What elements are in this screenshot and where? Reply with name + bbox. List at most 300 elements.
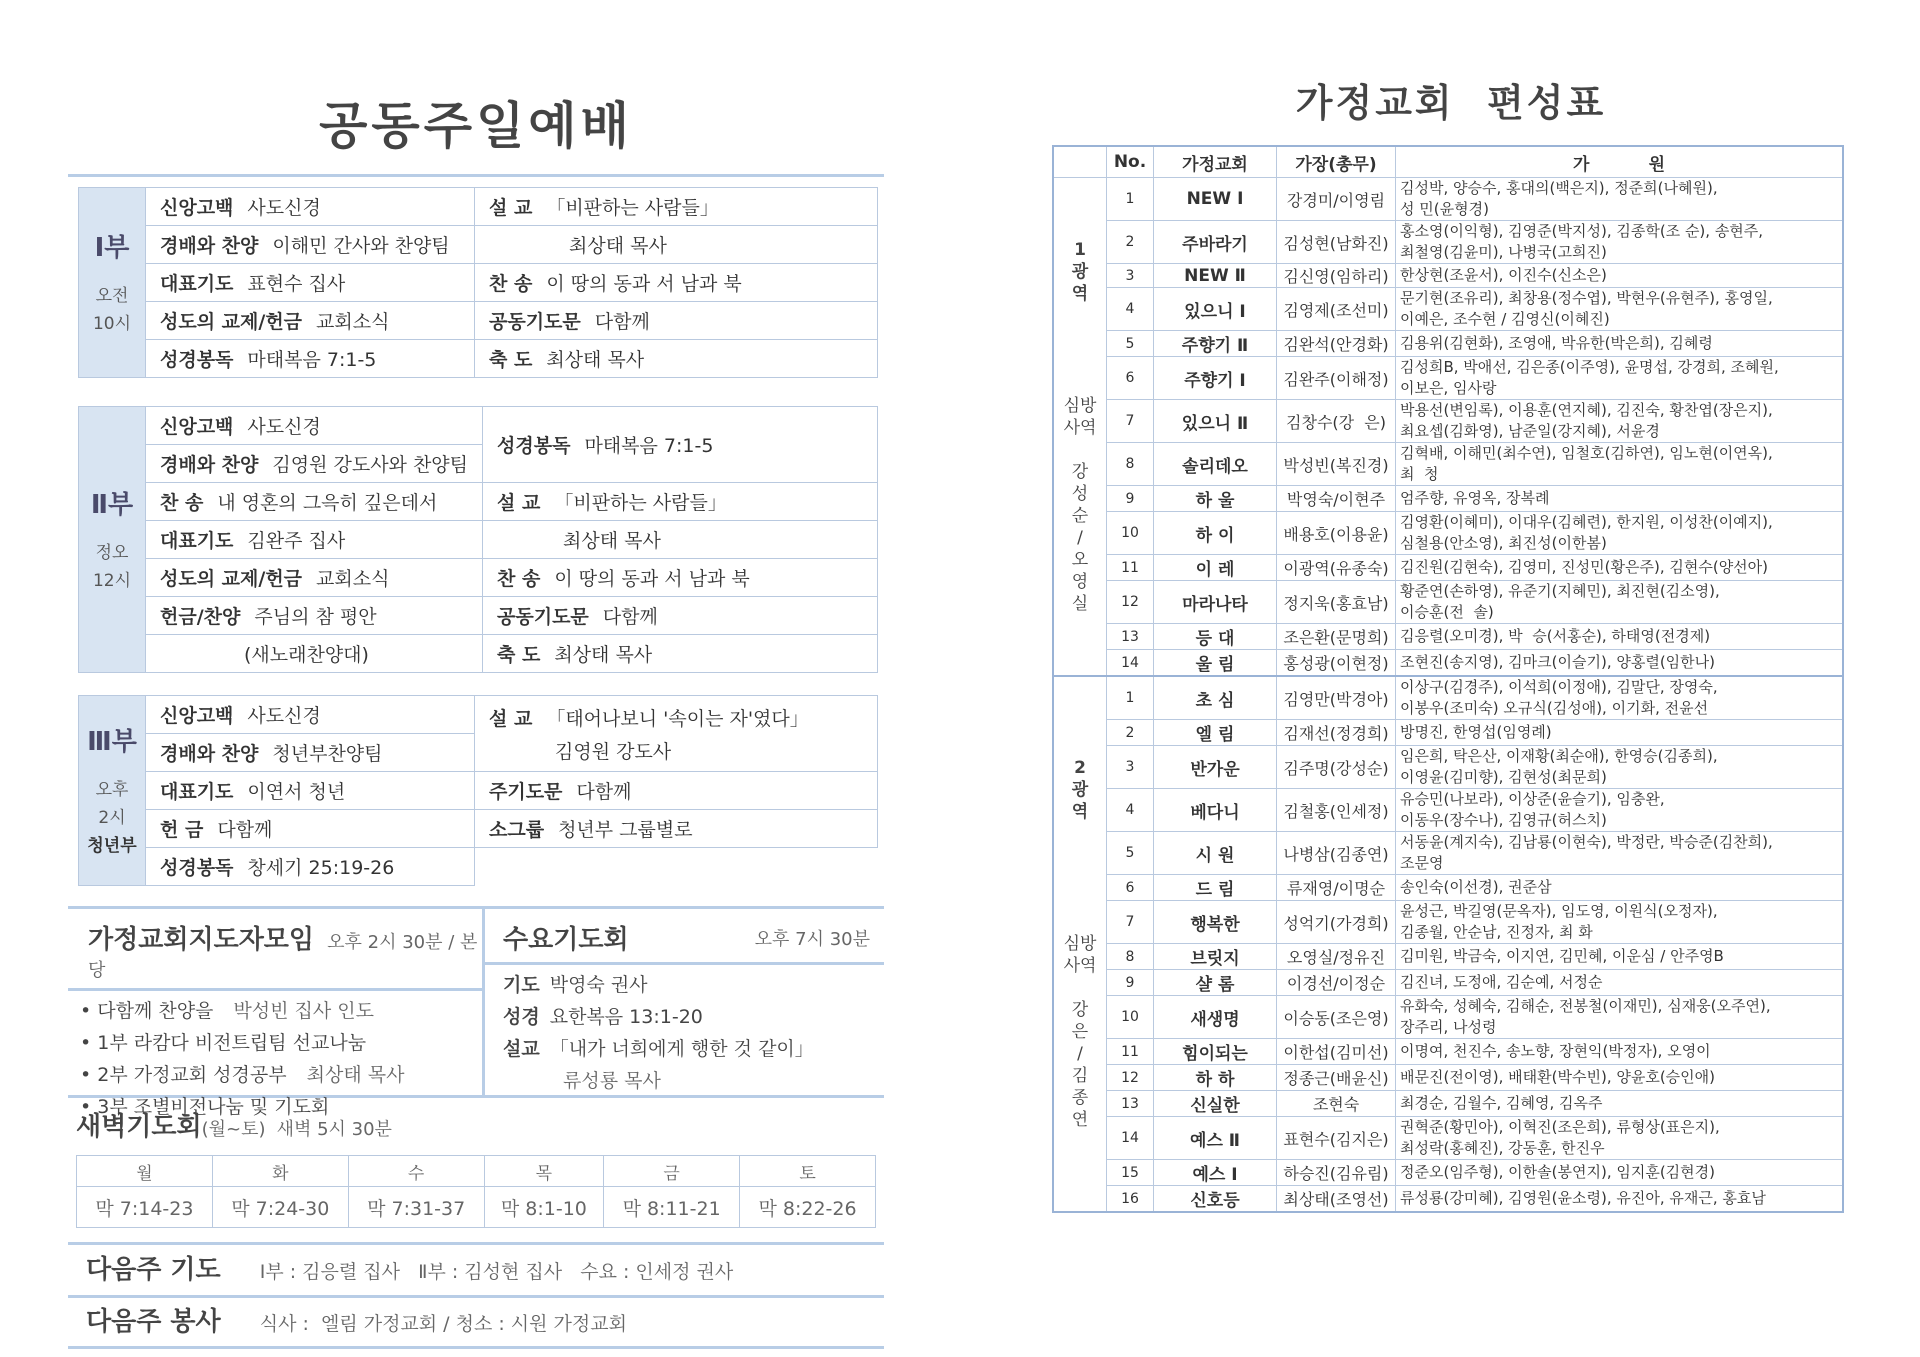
item-label: 성도의 교제/헌금 [160, 568, 303, 590]
leader-item [80, 1059, 482, 1091]
church-members [1396, 178, 1844, 221]
house-church-row [1053, 1117, 1843, 1160]
church-name: 주바라기 [1154, 221, 1277, 264]
next-service-text: 식사 : 엘림 가정교회 / 청소 : 시원 가정교회 [259, 1313, 627, 1335]
region-area [1058, 395, 1102, 615]
church-members [1396, 996, 1844, 1039]
next-service-title: 다음주 봉사 [86, 1307, 221, 1337]
item-label: 공동기도문 [489, 311, 581, 333]
item-value: 내 영혼의 그윽히 깊은데서 [217, 492, 438, 514]
region-name-char: 2 [1074, 758, 1086, 778]
church-members [1396, 221, 1844, 264]
service-row [79, 848, 878, 886]
service-row [79, 521, 878, 559]
church-head: 김주명(강성순) [1277, 746, 1396, 789]
house-church-row [1053, 486, 1843, 512]
row-no: 2 [1107, 221, 1154, 264]
service-left-cell [146, 848, 475, 886]
item-value: 사도신경 [247, 416, 321, 438]
item-label: 신앙고백 [160, 197, 234, 219]
item-value: 김완주 집사 [247, 530, 346, 552]
left-page [68, 60, 884, 1349]
member-line: 박용선(변임록), 이용훈(연지혜), 김진숙, 황찬엽(장은지), [1400, 401, 1773, 419]
dawn-day: 화 [212, 1156, 348, 1187]
item-label: 축 도 [497, 644, 541, 666]
row-no: 5 [1107, 331, 1154, 357]
region-area-line: 강 [1071, 1000, 1089, 1020]
member-line: 김용위(김현화), 조영애, 박유한(박은희), 김혜령 [1400, 334, 1713, 352]
house-church-row [1053, 875, 1843, 901]
house-church-row [1053, 443, 1843, 486]
row-no: 4 [1107, 789, 1154, 832]
dawn-day: 토 [740, 1156, 876, 1187]
service-right-cell [475, 264, 878, 302]
service-group: 청년부 [87, 836, 137, 856]
item-value: 다함께 [594, 311, 650, 333]
region-area-line [1058, 977, 1102, 999]
leaders-section [68, 909, 485, 1118]
item-value: 최상태 목사 [569, 235, 667, 257]
region-area-line: 종 [1071, 1088, 1089, 1108]
worship-title: 공동주일예배 [319, 97, 633, 155]
header-region [1053, 146, 1107, 178]
church-head: 박영숙/이현주 [1277, 486, 1396, 512]
leader-item [80, 1091, 482, 1123]
service-left-cell [146, 226, 475, 264]
row-no: 9 [1107, 970, 1154, 996]
church-head: 조현숙 [1277, 1091, 1396, 1117]
wednesday-item-label: 기도 [503, 974, 540, 996]
service-part-cell [79, 188, 146, 378]
member-line: 엄주향, 유영옥, 장복례 [1400, 489, 1550, 507]
member-line: 김미원, 박금숙, 이지연, 김민혜, 이운심 / 안주영B [1400, 947, 1724, 965]
member-line: 최요셉(김화영), 남준일(강지혜), 서윤경 [1400, 422, 1660, 440]
service-time: 정오 [95, 543, 129, 563]
service-right-cell [483, 483, 878, 521]
church-members [1396, 970, 1844, 996]
house-church-row [1053, 650, 1843, 677]
service-row [79, 483, 878, 521]
item-label: 소그룹 [489, 819, 545, 841]
church-name: 시 원 [1154, 832, 1277, 875]
region-name [1058, 757, 1102, 823]
dawn-day: 금 [604, 1156, 740, 1187]
service-right-cell [483, 521, 878, 559]
dawn-verse: 막 8:22-26 [740, 1187, 876, 1228]
house-church-row [1053, 832, 1843, 875]
item-value: 마태복음 7:1-5 [584, 435, 714, 457]
next-prayer-title: 다음주 기도 [86, 1255, 221, 1285]
service-part-name: Ⅲ부 [87, 727, 137, 757]
house-church-row [1053, 581, 1843, 624]
row-no: 2 [1107, 720, 1154, 746]
church-head: 김완석(안경화) [1277, 331, 1396, 357]
service3-table [78, 695, 878, 886]
house-church-row [1053, 676, 1843, 720]
church-head: 정종근(배윤신) [1277, 1065, 1396, 1091]
item-value: 최상태 목사 [563, 530, 661, 552]
service1-table [78, 187, 878, 378]
house-church-row [1053, 178, 1843, 221]
row-no: 13 [1107, 1091, 1154, 1117]
item-label: 대표기도 [160, 781, 234, 803]
service-part-name: Ⅰ부 [94, 233, 130, 263]
row-no: 15 [1107, 1160, 1154, 1186]
member-line: 김응렬(오미경), 박 승(서홍순), 하태영(전경제) [1400, 627, 1711, 645]
header-church: 가정교회 [1154, 146, 1277, 178]
service-row [79, 772, 878, 810]
dawn-table [76, 1155, 876, 1228]
service-left-cell [146, 340, 475, 378]
member-line: 정준오(임주형), 이한솔(봉연지), 임지훈(김현경) [1400, 1163, 1716, 1181]
church-head: 오영실/정유진 [1277, 944, 1396, 970]
header-row [1053, 146, 1843, 178]
wednesday-item-label: 설교 [503, 1038, 540, 1060]
item-value: 다함께 [602, 606, 658, 628]
member-line: 김진녀, 도정애, 김순예, 서정순 [1400, 973, 1603, 991]
church-name: 주향기 Ⅰ [1154, 357, 1277, 400]
row-no: 8 [1107, 944, 1154, 970]
church-name: 이 레 [1154, 555, 1277, 581]
dawn-verse: 막 7:14-23 [77, 1187, 213, 1228]
item-value: 사도신경 [247, 197, 321, 219]
wednesday-item-value: 박영숙 권사 [549, 974, 648, 996]
church-name: 예스 Ⅱ [1154, 1117, 1277, 1160]
wednesday-item [503, 1033, 884, 1065]
member-line: 김진원(김현숙), 김영미, 진성민(황은주), 김현수(양선아) [1400, 558, 1769, 576]
church-members [1396, 581, 1844, 624]
row-no: 8 [1107, 443, 1154, 486]
next-prayer-text: Ⅰ부 : 김응렬 집사 Ⅱ부 : 김성현 집사 수요 : 인세정 권사 [259, 1261, 734, 1283]
item-label: 주기도문 [489, 781, 563, 803]
house-church-row [1053, 624, 1843, 650]
leader-item-person: 박성빈 집사 인도 [233, 1000, 374, 1022]
church-members [1396, 264, 1844, 288]
church-head: 표현수(김지은) [1277, 1117, 1396, 1160]
church-name: 엘 림 [1154, 720, 1277, 746]
item-label: 경배와 찬양 [160, 235, 259, 257]
row-no: 11 [1107, 555, 1154, 581]
service-left-cell [146, 445, 483, 483]
church-members [1396, 676, 1844, 720]
church-members [1396, 1039, 1844, 1065]
item-value: 다함께 [217, 819, 273, 841]
member-line: 권혁준(황민아), 이혁진(조은희), 류형상(표은지), [1400, 1118, 1720, 1136]
church-name: 드 림 [1154, 875, 1277, 901]
item-value: 사도신경 [247, 705, 321, 727]
service-left-cell [146, 635, 483, 673]
church-head: 김철홍(인세정) [1277, 789, 1396, 832]
wednesday-time: 오후 7시 30분 [754, 929, 870, 950]
service-row [79, 810, 878, 848]
house-church-row [1053, 901, 1843, 944]
church-head: 정지욱(홍효남) [1277, 581, 1396, 624]
member-line: 유화숙, 성혜숙, 김해순, 전봉철(이재민), 심재웅(오주연), [1400, 997, 1771, 1015]
church-head: 이승동(조은영) [1277, 996, 1396, 1039]
dawn-verse: 막 7:24-30 [212, 1187, 348, 1228]
house-church-row [1053, 1039, 1843, 1065]
church-name: 반가운 [1154, 746, 1277, 789]
service-right-cell [475, 340, 878, 378]
service-left-cell [146, 772, 475, 810]
region-area-line [1058, 439, 1102, 461]
item-label: 대표기도 [160, 273, 234, 295]
leader-item-person: 최상태 목사 [306, 1064, 405, 1086]
church-name: 예스 Ⅰ [1154, 1160, 1277, 1186]
header-no: No. [1107, 146, 1154, 178]
service-right-cell [475, 772, 878, 810]
service-row [79, 597, 878, 635]
member-line: 이예은, 조수현 / 김영신(이혜진) [1400, 310, 1610, 328]
row-no: 3 [1107, 264, 1154, 288]
wednesday-item [503, 1001, 884, 1033]
sermon-line [489, 704, 863, 731]
church-head: 조은환(문명희) [1277, 624, 1396, 650]
service-right-cell [483, 559, 878, 597]
member-line: 성 민(윤형경) [1400, 200, 1489, 218]
item-label: 경배와 찬양 [160, 454, 259, 476]
service-right-cell [475, 810, 878, 848]
item-value: 최상태 목사 [546, 349, 645, 371]
service-left-cell [146, 483, 483, 521]
leaders-time: 오후 2시 30분 / 본당 [88, 932, 478, 981]
item-label: 찬 송 [489, 273, 533, 295]
church-members [1396, 789, 1844, 832]
house-church-row [1053, 357, 1843, 400]
house-church-row [1053, 1065, 1843, 1091]
region-area-line: 연 [1071, 1110, 1089, 1130]
member-line: 심철용(안소영), 최진성(이한봄) [1400, 534, 1607, 552]
region-area-line: 실 [1071, 593, 1089, 614]
member-line: 조현진(송지영), 김마크(이슬기), 양홍렬(임한나) [1400, 653, 1716, 671]
service-left-cell [146, 407, 483, 445]
member-line: 최 청 [1400, 465, 1439, 483]
wednesday-item [503, 1065, 884, 1097]
house-church-row [1053, 1186, 1843, 1213]
item-value: 이연서 청년 [247, 781, 346, 803]
member-line: 최철영(김윤미), 나병국(고희진) [1400, 243, 1607, 261]
member-line: 이승훈(전 솔) [1400, 603, 1494, 621]
item-value: 창세기 25:19-26 [247, 857, 395, 879]
service-part-name: Ⅱ부 [90, 490, 134, 520]
church-name: 행복한 [1154, 901, 1277, 944]
item-value: 김영원 강도사와 찬양팀 [272, 454, 469, 476]
dawn-days-row [77, 1156, 876, 1187]
church-head: 김영제(조선미) [1277, 288, 1396, 331]
item-label: 신앙고백 [160, 705, 234, 727]
house-church-row [1053, 221, 1843, 264]
item-label: 축 도 [489, 349, 533, 371]
item-value: 다함께 [576, 781, 632, 803]
sermon-speaker: 김영원 강도사 [555, 740, 672, 763]
member-line: 임은희, 탁은산, 이재황(최순애), 한영승(김종희), [1400, 747, 1718, 765]
service-left-cell [146, 597, 483, 635]
service-left-cell [146, 810, 475, 848]
dawn-day: 월 [77, 1156, 213, 1187]
member-line: 류성룡(강미혜), 김영원(윤소령), 유진아, 유재근, 홍효남 [1400, 1189, 1766, 1207]
wednesday-item-value: 류성룡 목사 [563, 1070, 661, 1092]
wednesday-section [485, 909, 884, 1095]
row-no: 3 [1107, 746, 1154, 789]
church-name: NEW Ⅰ [1154, 178, 1277, 221]
item-value: 마태복음 7:1-5 [247, 349, 377, 371]
row-no: 10 [1107, 996, 1154, 1039]
region-area-line: 성 [1071, 483, 1089, 504]
item-label: 찬 송 [160, 492, 204, 514]
church-head: 하승진(김유림) [1277, 1160, 1396, 1186]
member-line: 최경순, 김월수, 김혜영, 김옥주 [1400, 1094, 1603, 1112]
church-members [1396, 1160, 1844, 1186]
member-line: 김성박, 양승수, 홍대의(백은지), 정준희(나혜원), [1400, 179, 1718, 197]
church-head: 강경미/이영림 [1277, 178, 1396, 221]
item-value: (새노래찬양대) [244, 644, 369, 666]
leader-item-text: • 3부 조별비전나눔 및 기도회 [80, 1096, 330, 1118]
service-row [79, 188, 878, 226]
member-line: 이보은, 임사랑 [1400, 379, 1497, 397]
house-church-row [1053, 720, 1843, 746]
church-members [1396, 832, 1844, 875]
service-row [79, 635, 878, 673]
church-members [1396, 486, 1844, 512]
right-page [1052, 60, 1850, 1213]
house-church-row [1053, 331, 1843, 357]
church-members [1396, 650, 1844, 677]
item-value: 주님의 참 평안 [254, 606, 377, 628]
service-row [79, 340, 878, 378]
service-time: 오후 [95, 780, 129, 800]
service-left-cell [146, 696, 475, 734]
church-members [1396, 1091, 1844, 1117]
region-name-char: 광 [1071, 261, 1089, 282]
member-line: 배문진(전이영), 배태환(박수빈), 양윤호(승인애) [1400, 1068, 1716, 1086]
item-value: 이 땅의 동과 서 남과 북 [546, 273, 742, 295]
region-name [1058, 239, 1102, 305]
church-name: 샬 롬 [1154, 970, 1277, 996]
service-time: 2시 [98, 808, 126, 828]
church-head: 최상태(조영선) [1277, 1186, 1396, 1213]
church-head: 박성빈(복진경) [1277, 443, 1396, 486]
next-service [68, 1298, 884, 1349]
church-members [1396, 1117, 1844, 1160]
dawn-time: 새벽 5시 30분 [276, 1119, 392, 1140]
member-line: 황준연(손하영), 유준기(지혜민), 최진현(김소영), [1400, 582, 1720, 600]
item-value: 청년부찬양팀 [272, 743, 383, 765]
church-members [1396, 901, 1844, 944]
item-value: 이해민 간사와 찬양팀 [272, 235, 450, 257]
row-no: 11 [1107, 1039, 1154, 1065]
service-right-cell [475, 696, 878, 772]
church-name: 하 울 [1154, 486, 1277, 512]
church-name: 주향기 Ⅱ [1154, 331, 1277, 357]
church-name: 신호등 [1154, 1186, 1277, 1213]
church-name: 마라나타 [1154, 581, 1277, 624]
house-church-row [1053, 512, 1843, 555]
church-members [1396, 720, 1844, 746]
wednesday-title: 수요기도회 [503, 925, 629, 955]
dawn-verses-row [77, 1187, 876, 1228]
item-label: 성경봉독 [160, 349, 234, 371]
row-no: 16 [1107, 1186, 1154, 1213]
dawn-verse: 막 8:1-10 [484, 1187, 604, 1228]
service-row [79, 696, 878, 734]
service-left-cell [146, 302, 475, 340]
member-line: 문기현(조유리), 최창용(정수엽), 박현우(유현주), 홍영일, [1400, 289, 1773, 307]
church-members [1396, 944, 1844, 970]
church-members [1396, 1065, 1844, 1091]
wednesday-item-value: 요한복음 13:1-20 [549, 1006, 703, 1028]
dawn-day: 목 [484, 1156, 604, 1187]
house-church-row [1053, 288, 1843, 331]
service-right-cell [483, 407, 878, 483]
member-line: 이명여, 천진수, 송노향, 장현익(박정자), 오영이 [1400, 1042, 1711, 1060]
wednesday-item-value: 「내가 너희에게 행한 것 같이」 [549, 1038, 814, 1060]
wednesday-item [503, 969, 884, 1001]
church-members [1396, 357, 1844, 400]
church-name: 하 이 [1154, 512, 1277, 555]
region-cell [1053, 676, 1107, 1212]
leader-item-text: • 다함께 찬양을 [80, 1000, 214, 1022]
region-name-char: 역 [1071, 802, 1089, 822]
church-members [1396, 331, 1844, 357]
member-line: 장주리, 나성령 [1400, 1018, 1497, 1036]
church-members [1396, 512, 1844, 555]
region-area-line: 사역 [1063, 956, 1097, 976]
house-church-row [1053, 996, 1843, 1039]
church-name: 신실한 [1154, 1091, 1277, 1117]
row-no: 12 [1107, 581, 1154, 624]
church-name: 새생명 [1154, 996, 1277, 1039]
item-value: 교회소식 [316, 311, 390, 333]
member-line: 최성락(홍혜진), 강동훈, 한진우 [1400, 1139, 1605, 1157]
church-name: 있으니 Ⅰ [1154, 288, 1277, 331]
region-name-char: 광 [1071, 780, 1089, 800]
church-members [1396, 875, 1844, 901]
leaders-title: 가정교회지도자모임 [88, 925, 315, 955]
row-no: 6 [1107, 875, 1154, 901]
region-area-line: 영 [1071, 571, 1089, 592]
item-label: 성경봉독 [497, 435, 571, 457]
church-members [1396, 443, 1844, 486]
church-head: 이경선/이정순 [1277, 970, 1396, 996]
service-right-cell [475, 188, 878, 226]
row-no: 7 [1107, 400, 1154, 443]
church-name: 힘이되는 [1154, 1039, 1277, 1065]
church-head: 홍성광(이현정) [1277, 650, 1396, 677]
dawn-days-note: (월~토) [201, 1119, 266, 1140]
church-name: 초 심 [1154, 676, 1277, 720]
leader-item [80, 995, 482, 1027]
item-value: 최상태 목사 [554, 644, 653, 666]
house-church-row [1053, 746, 1843, 789]
church-head: 김재선(정경희) [1277, 720, 1396, 746]
service-time: 12시 [92, 571, 132, 591]
house-church-row [1053, 264, 1843, 288]
service-right-cell [475, 302, 878, 340]
member-line: 이봉우(조미숙) 오규식(김성애), 이기화, 전윤선 [1400, 699, 1709, 717]
region-name-char: 1 [1074, 239, 1086, 260]
region-area-line: 은 [1071, 1022, 1089, 1042]
meetings-box [68, 906, 884, 1118]
row-no: 5 [1107, 832, 1154, 875]
house-church-row [1053, 400, 1843, 443]
church-name: 솔리데오 [1154, 443, 1277, 486]
dawn-verse: 막 8:11-21 [604, 1187, 740, 1228]
church-members [1396, 288, 1844, 331]
item-label: 성도의 교제/헌금 [160, 311, 303, 333]
row-no: 7 [1107, 901, 1154, 944]
item-label: 신앙고백 [160, 416, 234, 438]
title-rule [68, 174, 884, 177]
